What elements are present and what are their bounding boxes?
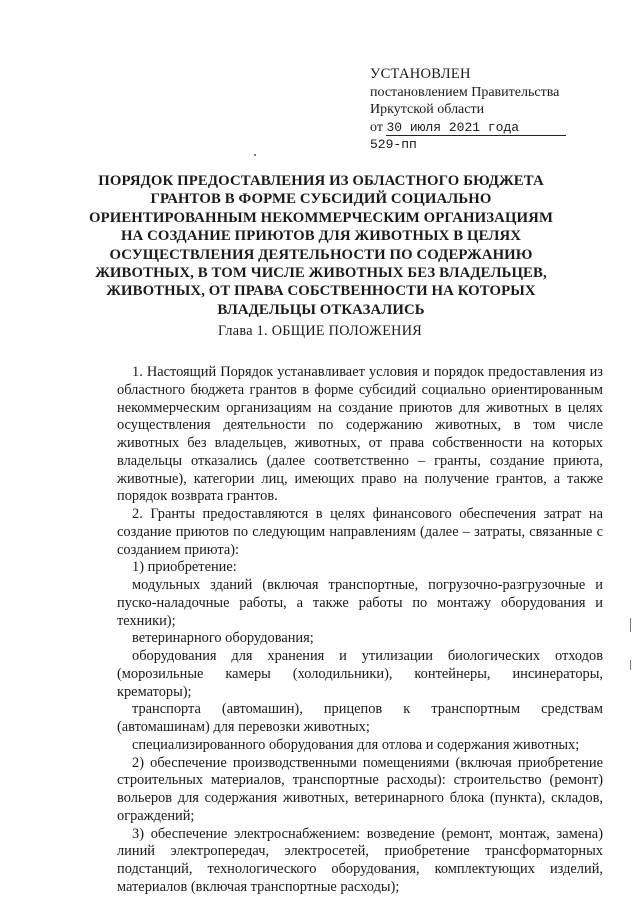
approval-number: 529-пп (370, 137, 417, 152)
paragraph: ветеринарного оборудования; (132, 630, 314, 647)
paragraph: 2) обеспечение производственными помещениями (включая приобретение строительных материалов, транспортные расходы): строительство (ремонт) вольеров для содержания животных, ветеринарного блока (пункта), складов, ограждений; (117, 754, 603, 824)
document-body (117, 364, 603, 897)
approval-line-2: Иркутской области (370, 102, 485, 117)
approval-stamp (370, 66, 620, 154)
paragraph: 1) приобретение: (132, 559, 237, 576)
approval-line-1: постановлением Правительства (370, 84, 560, 100)
approval-date-line (370, 119, 620, 137)
approval-title: УСТАНОВЛЕН (370, 66, 471, 82)
scan-edge-mark (630, 660, 631, 670)
paragraph: 2. Гранты предоставляются в целях финансового обеспечения затрат на создание приютов по следующим направлениям (далее – затраты, связанные с созданием приюта): (117, 506, 603, 558)
approval-date: 30 июля 2021 года (386, 120, 566, 136)
chapter-heading: Глава 1. ОБЩИЕ ПОЛОЖЕНИЯ (217, 323, 423, 339)
approval-date-prefix: от (370, 119, 383, 135)
paragraph: оборудования для хранения и утилизации биологических отходов (морозильные камеры (холодильники), контейнеры, инсинераторы, крематоры); (117, 648, 603, 700)
paragraph: 1. Настоящий Порядок устанавливает условия и порядок предоставления из областного бюджета грантов в форме субсидий социально ориентированным некоммерческим организациям на создание приютов для животных в целях осуществления деятельности по содержанию животных, в том числе животных без владельцев, животных, от права собственности на которых владельцы отказались (далее соответственно – гранты, создание приюта, животные), категории лиц, имеющих право на получение грантов, а также порядок возврата грантов. (117, 364, 603, 505)
paragraph: транспорта (автомашин), прицепов к транспортным средствам (автомашинам) для перевозки животных; (117, 701, 603, 735)
paragraph: 3) обеспечение электроснабжением: возведение (ремонт, монтаж, замена) линий электропередач, электросетей, приобретение трансформаторных подстанций, технологического оборудования, комплектующих изделий, материалов (включая транспортные расходы); (117, 825, 603, 895)
scan-speck (254, 154, 256, 156)
document-title: ПОРЯДОК ПРЕДОСТАВЛЕНИЯ ИЗ ОБЛАСТНОГО БЮДЖЕТА ГРАНТОВ В ФОРМЕ СУБСИДИЙ СОЦИАЛЬНО ОРИЕНТИРОВАННЫМ НЕКОММЕРЧЕСКИМ ОРГАНИЗАЦИЯМ НА СОЗДАНИЕ ПРИЮТОВ ДЛЯ ЖИВОТНЫХ В ЦЕЛЯХ ОСУЩЕСТВЛЕНИЯ ДЕЯТЕЛЬНОСТИ ПО СОДЕРЖАНИЮ ЖИВОТНЫХ, В ТОМ ЧИСЛЕ ЖИВОТНЫХ БЕЗ ВЛАДЕЛЬЦЕВ, ЖИВОТНЫХ, ОТ ПРАВА СОБСТВЕННОСТИ НА КОТОРЫХ ВЛАДЕЛЬЦЫ ОТКАЗАЛИСЬ (88, 173, 554, 318)
scan-edge-mark (630, 618, 631, 632)
paragraph: специализированного оборудования для отлова и содержания животных; (132, 736, 580, 753)
paragraph: модульных зданий (включая транспортные, погрузочно-разгрузочные и пуско-наладочные работы, а также работы по монтажу оборудования и техники); (117, 577, 603, 629)
